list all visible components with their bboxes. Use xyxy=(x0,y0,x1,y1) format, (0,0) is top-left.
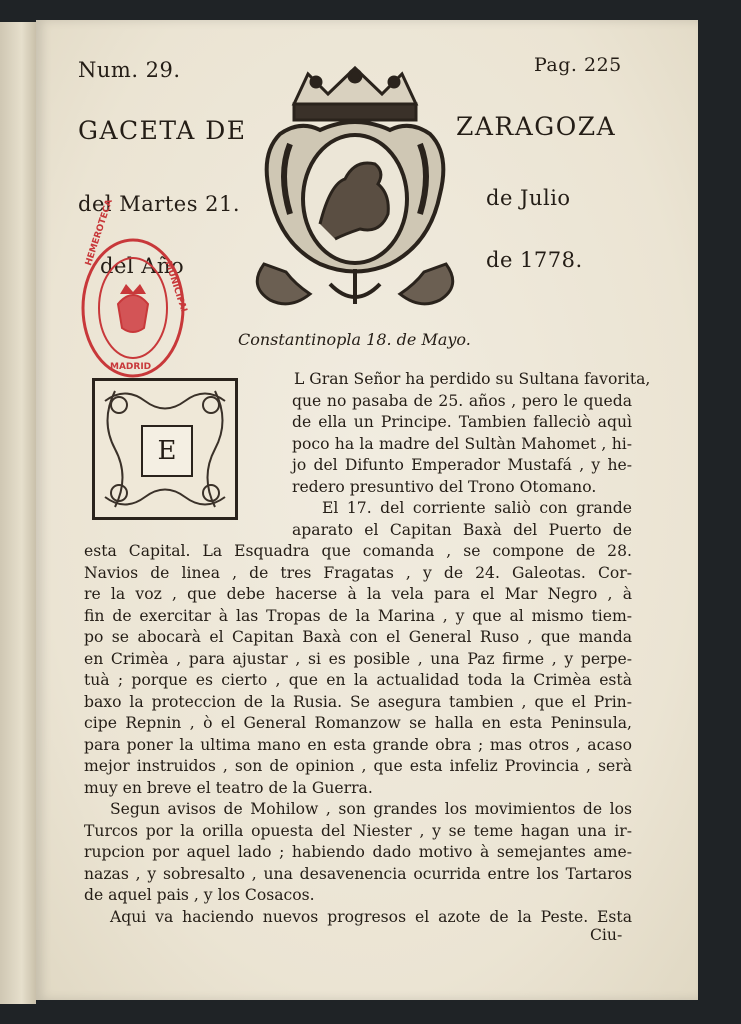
page-number: Pag. 225 xyxy=(534,54,622,76)
text-line: Aqui va haciendo nuevos progresos el azote de la Peste. Esta xyxy=(110,907,632,926)
text-line: muy en breve el teatro de la Guerra. xyxy=(84,778,373,797)
text-line: Segun avisos de Mohilow , son grandes los movimientos de los xyxy=(110,800,632,818)
text-line: aparato el Capitan Baxà del Puerto de xyxy=(292,520,632,539)
title-left: GACETA DE xyxy=(78,116,247,145)
text-line: redero presuntivo del Trono Otomano. xyxy=(292,477,597,496)
year-right: de 1778. xyxy=(486,248,583,272)
adjacent-page-edge xyxy=(0,22,36,1004)
text-line: en Crimèa , para ajustar , si es posible , una Paz firme , y perpe- xyxy=(84,649,632,668)
issue-number: Num. 29. xyxy=(78,58,181,82)
stamp-text-right: MUNICIPAL xyxy=(162,260,190,316)
text-line: baxo la proteccion de la Rusia. Se asegura tambien , que el Prin- xyxy=(84,692,632,711)
date-left: del Martes 21. xyxy=(78,192,241,216)
stamp-text-left: HEMEROTECA xyxy=(84,198,115,268)
gazette-page xyxy=(36,20,698,1000)
catchword: Ciu- xyxy=(590,926,623,944)
text-line: poco ha la madre del Sultàn Mahomet , hi- xyxy=(292,434,632,453)
text-line: de aquel pais , y los Cosacos. xyxy=(84,886,315,904)
text-line: po se abocarà el Capitan Baxà con el General Ruso , que manda xyxy=(84,628,632,646)
text-line: jo del Difunto Emperador Mustafá , y he- xyxy=(292,456,632,474)
text-line: de ella un Principe. Tambien falleciò aquì xyxy=(292,413,632,431)
text-line: para poner la ultima mano en esta grande obra ; mas otros , acaso xyxy=(84,735,632,754)
text-line: Turcos por la orilla opuesta del Niester , y se teme hagan una ir- xyxy=(84,821,632,840)
text-line: esta Capital. La Esquadra que comanda , se compone de 28. xyxy=(84,542,632,560)
text-line: L Gran Señor ha perdido su Sultana favorita, xyxy=(294,370,651,388)
initial-letter: E xyxy=(141,425,193,477)
text-line: cipe Repnin , ò el General Romanzow se halla en esta Peninsula, xyxy=(84,714,632,732)
text-line: mejor instruidos , son de opinion , que esta infeliz Provincia , serà xyxy=(84,757,632,775)
text-line: El 17. del corriente saliò con grande xyxy=(322,499,632,517)
text-line: tuà ; porque es cierto , que en la actualidad toda la Crimèa està xyxy=(84,671,632,689)
date-right: de Julio xyxy=(486,186,571,210)
article-body xyxy=(84,369,651,928)
text-line: que no pasaba de 25. años , pero le queda xyxy=(292,391,632,410)
text-line: nazas , y sobresalto , una desavenencia ocurrida entre los Tartaros xyxy=(84,864,632,883)
text-line: Navios de linea , de tres Fragatas , y de 24. Galeotas. Cor- xyxy=(84,563,632,582)
text-line: rupcion por aquel lado ; habiendo dado motivo à semejantes ame- xyxy=(84,843,632,861)
coat-of-arms-icon xyxy=(250,64,460,310)
text-line: fin de exercitar à las Tropas de la Marina , y que al mismo tiem- xyxy=(84,606,632,625)
dateline: Constantinopla 18. de Mayo. xyxy=(238,330,471,349)
stamp-text-bottom: MADRID xyxy=(110,362,152,372)
title-right: ZARAGOZA xyxy=(456,112,617,141)
year-left: del Año xyxy=(100,254,185,278)
text-line: re la voz , que debe hacerse à la vela para el Mar Negro , à xyxy=(84,585,632,603)
